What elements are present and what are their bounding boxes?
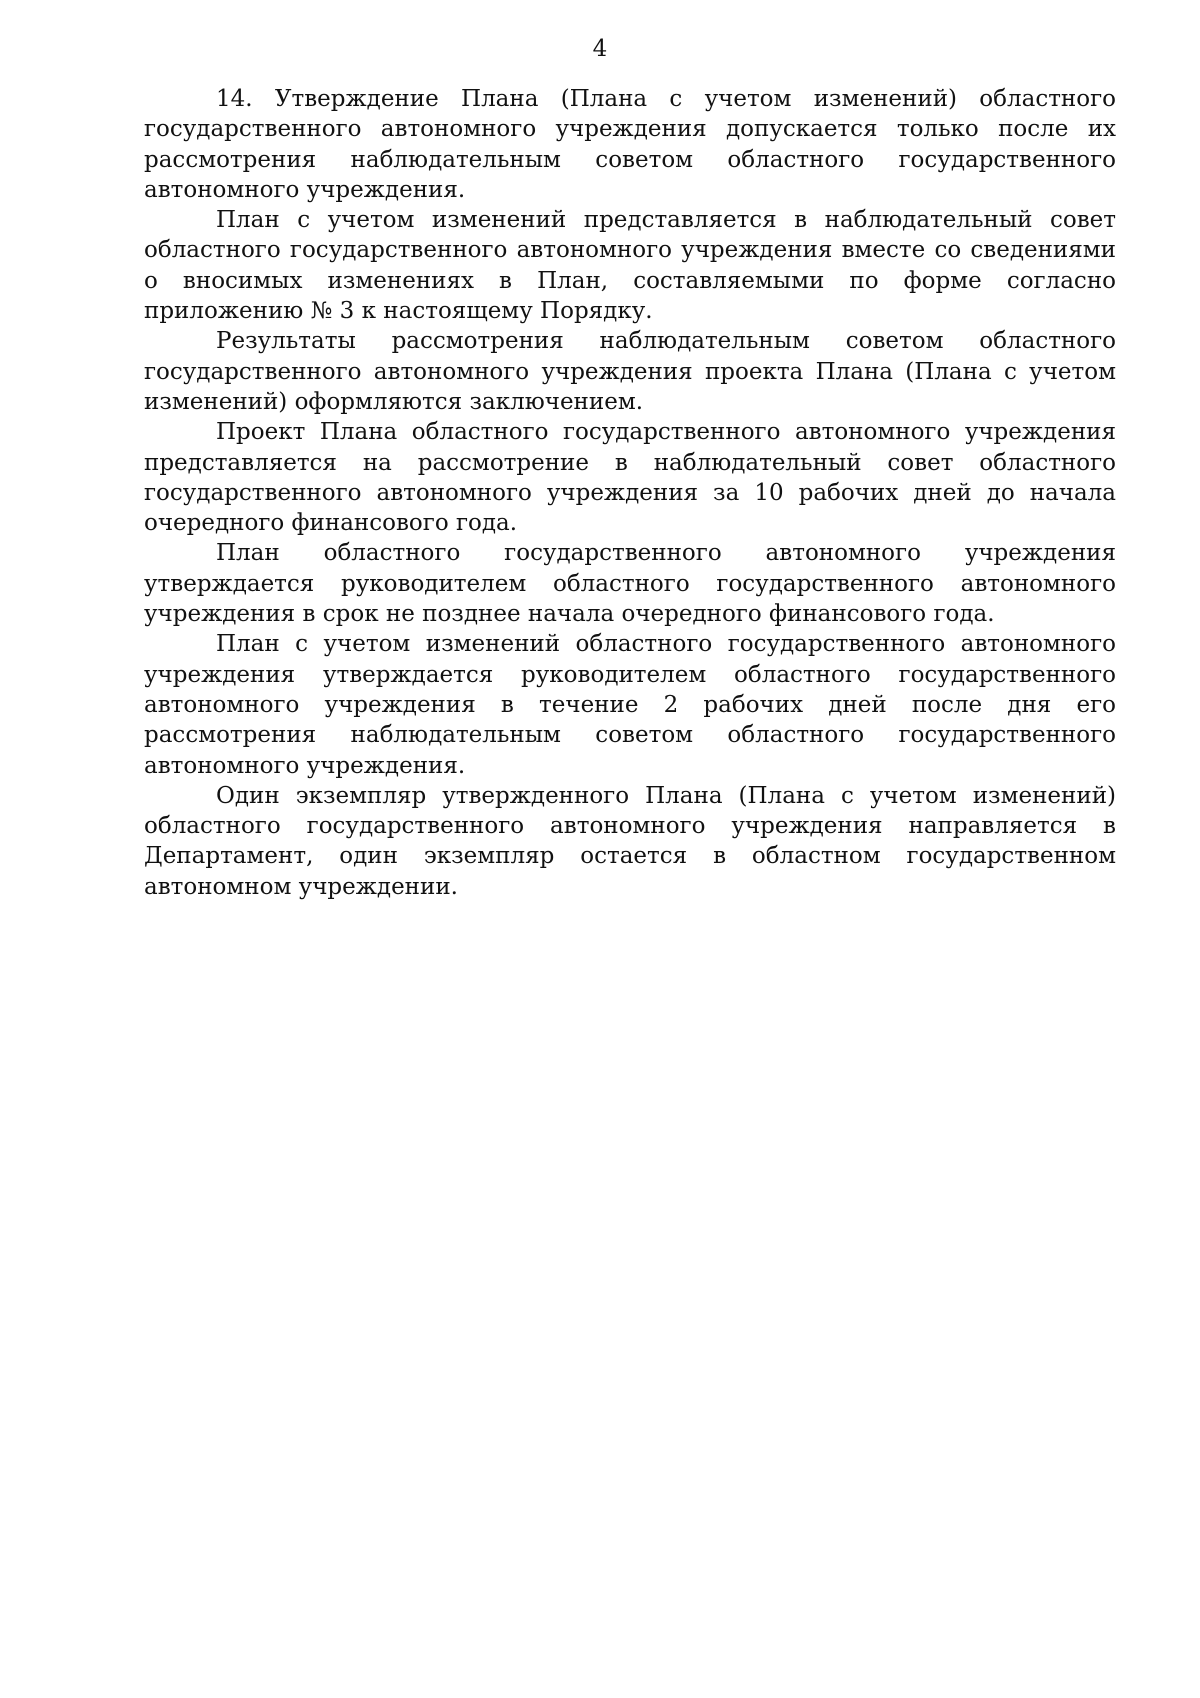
paragraph-copies-distribution: Один экземпляр утвержденного Плана (Плана с учетом изменений) областного государственного автономного учреждения направляется в Департамент, один экземпляр остается в областном государственном автономном учреждении. [144, 782, 1116, 900]
paragraph-draft-plan-submission: Проект Плана областного государственного автономного учреждения представляется на рассмотрение в наблюдательный совет областного государственного автономного учреждения за 10 рабочих дней до начала очередного финансового года. [144, 419, 1116, 537]
paragraph-review-results: Результаты рассмотрения наблюдательным советом областного государственного автономного учреждения проекта Плана (Плана с учетом изменений) оформляются заключением. [144, 328, 1116, 415]
paragraph-plan-approval-deadline: План областного государственного автономного учреждения утверждается руководителем областного государственного автономного учреждения в срок не позднее начала очередного финансового года. [144, 540, 1116, 628]
paragraph-14-approval: 14. Утверждение Плана (Плана с учетом изменений) областного государственного автономного учреждения допускается только после их рассмотрения наблюдательным советом областного государственного автономного учреждения. [144, 86, 1116, 203]
paragraph-changes-approval-deadline: План с учетом изменений областного государственного автономного учреждения утверждается руководителем областного государственного автономного учреждения в течение 2 рабочих дней после дня его рассмотрения наблюдательным советом областного государственного автономного учреждения. [144, 631, 1116, 779]
document-body [144, 84, 1116, 902]
page-number: 4 [592, 36, 608, 62]
paragraph-plan-changes-submission: План с учетом изменений представляется в наблюдательный совет областного государственного автономного учреждения вместе со сведениями о вносимых изменениях в План, составляемыми по форме согласно приложению № 3 к настоящему Порядку. [144, 207, 1116, 325]
